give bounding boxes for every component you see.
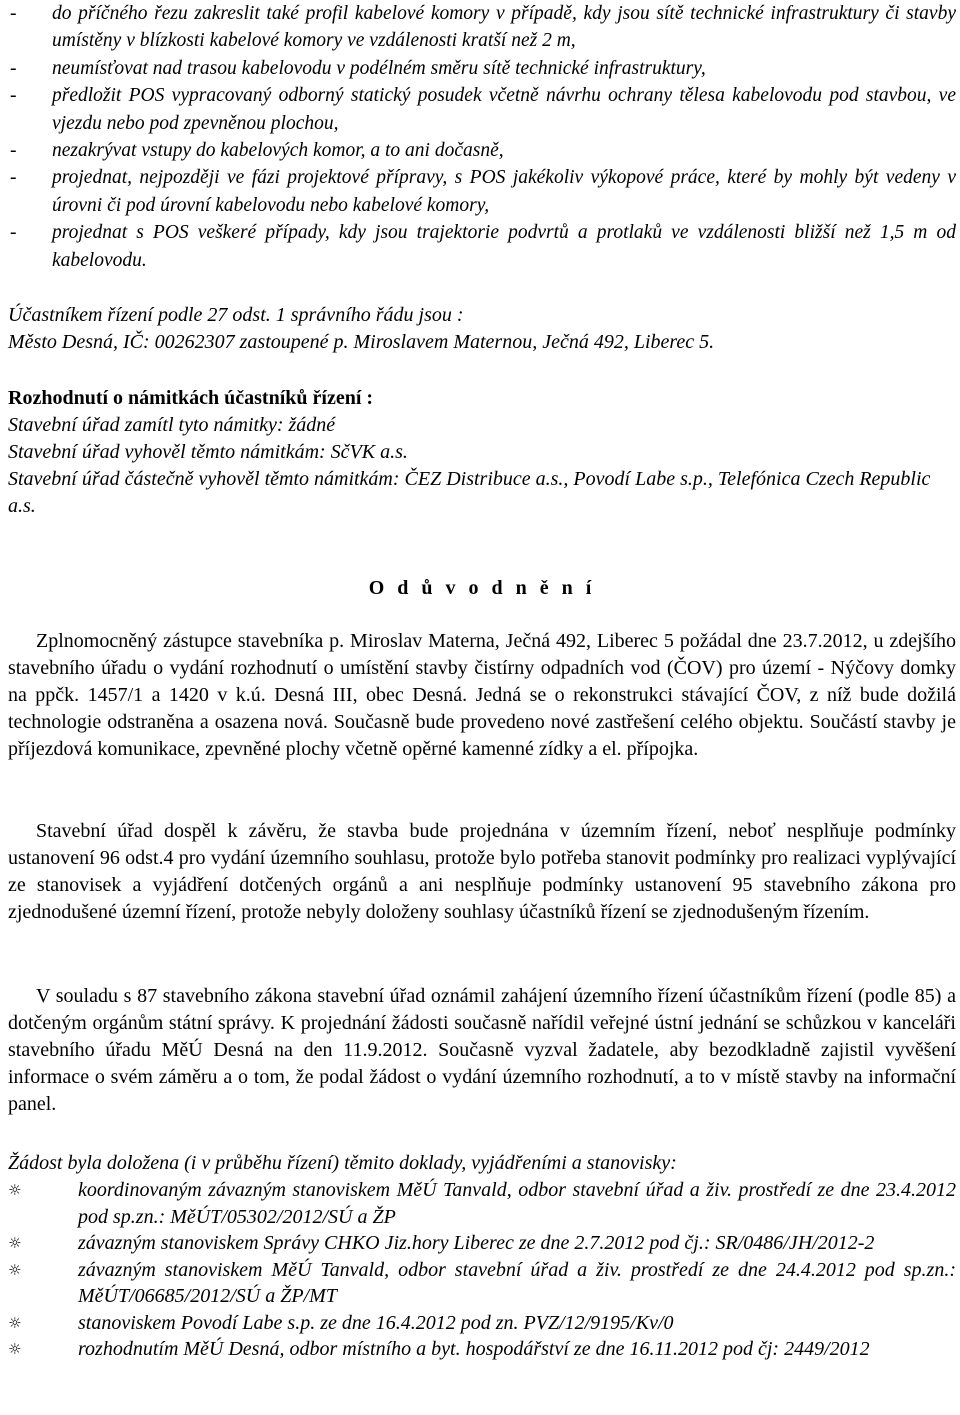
participants-section <box>8 302 956 356</box>
documents-intro: Žádost byla doložena (i v průběhu řízení) těmito doklady, vyjádřeními a stanovisky: <box>8 1152 677 1174</box>
condition-item: - neumísťovat nad trasou kabelovodu v podélném směru sítě technické infrastruktury, <box>8 55 956 82</box>
objections-accepted: Stavební úřad vyhověl těmto námitkám: SčVK a.s. <box>8 441 408 463</box>
objections-heading: Rozhodnutí o námitkách účastníků řízení : <box>8 387 374 409</box>
list-item: ☼ koordinovaným závazným stanoviskem MěÚ Tanvald, odbor stavební úřad a živ. prostředí ze dne 23.4.2012 pod sp.zn.: MěÚT/05302/2012/SÚ a ŽP <box>8 1179 956 1228</box>
reasoning-paragraph: Stavební úřad dospěl k závěru, že stavba bude projednána v územním řízení, neboť nesplňuje podmínky ustanovení 96 odst.4 pro vydání územního souhlasu, protože bylo potřeba stanovit podmínky pro realizaci vyplývající ze stanovisek a vyjádření dotčených orgánů a ani nesplňuje podmínky ustanovení 95 stavebního zákona pro zjednodušené územní řízení, protože nebyly doloženy souhlasy účastníků řízení se zjednodušeným řízením. <box>8 820 956 923</box>
objections-section <box>8 385 956 520</box>
sun-bullet-icon: ☼ <box>8 1181 22 1199</box>
reasoning-title: O d ů v o d n ě n í <box>368 577 596 599</box>
reasoning-paragraph: Zplnomocněný zástupce stavebníka p. Miroslav Materna, Ječná 492, Liberec 5 požádal dne 23.7.2012, u zdejšího stavebního úřadu o vydání rozhodnutí o umístění stavby čistírny odpadních vod (ČOV) pro území - Nýčovy domky na ppčk. 1457/1 a 1420 v k.ú. Desná III, obec Desná. Jedná se o rekonstrukci stávající ČOV, z níž bude dožilá technologie odstraněna a osazena nová. Současně bude provedeno nové zastřešení celého objektu. Součástí stavby je příjezdová komunikace, zpevněné plochy včetně opěrné kamenné zídky a el. přípojka. <box>8 630 956 760</box>
sun-bullet-icon: ☼ <box>8 1340 22 1358</box>
condition-item: - projednat s POS veškeré případy, kdy jsou trajektorie podvrtů a protlaků ve vzdálenosti bližší než 1,5 m od kabelovodu. <box>8 219 956 274</box>
list-item: ☼ stanoviskem Povodí Labe s.p. ze dne 16.4.2012 pod zn. PVZ/12/9195/Kv/0 <box>8 1310 956 1337</box>
participants-line: Účastníkem řízení podle 27 odst. 1 správního řádu jsou : <box>8 304 464 326</box>
documents-section <box>8 1150 956 1363</box>
condition-item: - předložit POS vypracovaný odborný statický posudek včetně návrhu ochrany tělesa kabelovodu pod stavbou, ve vjezdu nebo pod zpevněnou plochou, <box>8 82 956 137</box>
condition-item: - do příčného řezu zakreslit také profil kabelové komory v případě, kdy jsou sítě technické infrastruktury či stavby umístěny v blízkosti kabelové komory ve vzdálenosti kratší než 2 m, <box>8 0 956 55</box>
sun-bullet-icon: ☼ <box>8 1313 22 1332</box>
list-item: ☼ závazným stanoviskem Správy CHKO Jiz.hory Liberec ze dne 2.7.2012 pod čj.: SR/0486/JH/2012-2 <box>8 1230 956 1257</box>
sun-bullet-icon: ☼ <box>8 1260 22 1279</box>
condition-item: - projednat, nejpozději ve fázi projektové přípravy, s POS jakékoliv výkopové práce, které by mohly být vedeny v úrovni či pod úrovní kabelovodu nebo kabelové komory, <box>8 164 956 219</box>
documents-list <box>8 1177 956 1363</box>
list-item: ☼ rozhodnutím MěÚ Desná, odbor místního a byt. hospodářství ze dne 16.11.2012 pod čj: 2449/2012 <box>8 1336 956 1363</box>
sun-bullet-icon: ☼ <box>8 1234 22 1252</box>
participants-line: Město Desná, IČ: 00262307 zastoupené p. Miroslavem Maternou, Ječná 492, Liberec 5. <box>8 331 715 353</box>
objections-partial: Stavební úřad částečně vyhověl těmto námitkám: ČEZ Distribuce a.s., Povodí Labe s.p., Telefónica Czech Republic a.s. <box>8 468 931 517</box>
list-item: ☼ závazným stanoviskem MěÚ Tanvald, odbor stavební úřad a živ. prostředí ze dne 24.4.2012 pod sp.zn.: MěÚT/06685/2012/SÚ a ŽP/MT <box>8 1258 956 1307</box>
condition-item: - nezakrývat vstupy do kabelových komor, a to ani dočasně, <box>8 137 956 164</box>
conditions-list <box>8 0 956 274</box>
reasoning-paragraph: V souladu s 87 stavebního zákona stavební úřad oznámil zahájení územního řízení účastníkům řízení (podle 85) a dotčeným orgánům státní správy. K projednání žádosti současně nařídil veřejné ústní jednání se schůzkou v kanceláři stavebního úřadu MěÚ Desná na den 11.9.2012. Současně vyzval žadatele, aby bezodkladně zajistil vyvěšení informace o svém záměru a o tom, že podal žádost o vydání územního rozhodnutí, a to v místě stavby na informační panel. <box>8 985 956 1115</box>
objections-rejected: Stavební úřad zamítl tyto námitky: žádné <box>8 414 336 436</box>
